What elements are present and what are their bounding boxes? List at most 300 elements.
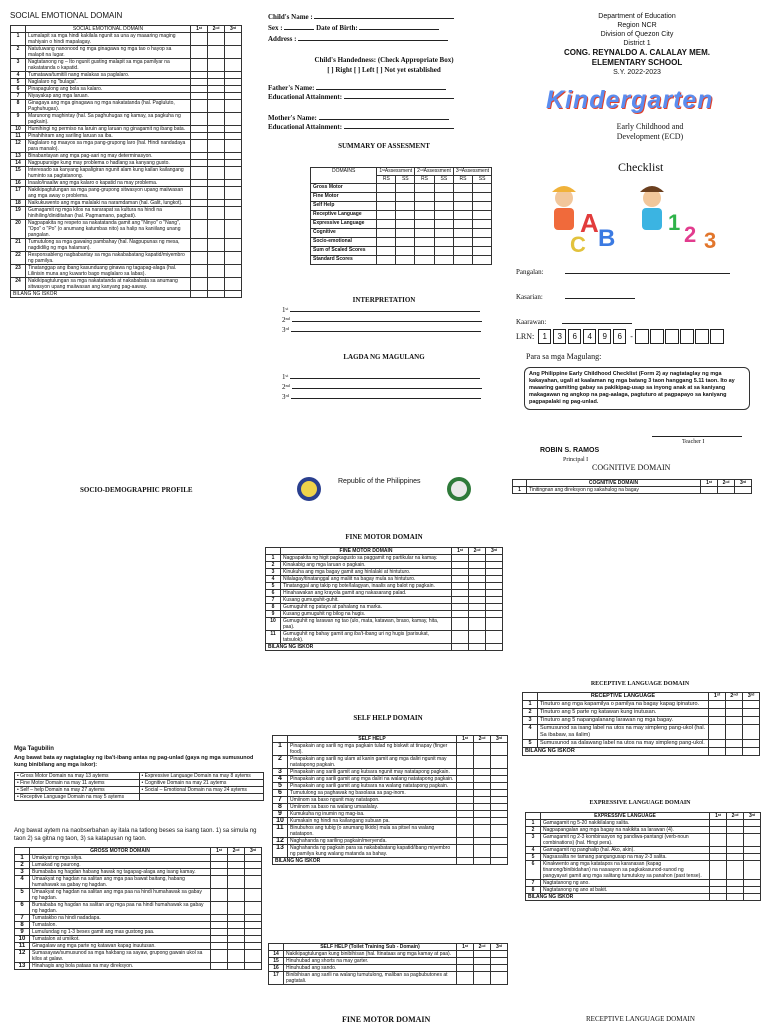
lrn-blank-box[interactable] — [650, 329, 664, 344]
check-cell[interactable] — [191, 180, 208, 187]
check-cell[interactable] — [211, 943, 228, 950]
address-field[interactable] — [298, 40, 448, 41]
check-cell[interactable] — [474, 743, 491, 756]
check-cell[interactable] — [474, 769, 491, 776]
check-cell[interactable] — [191, 160, 208, 167]
check-cell[interactable] — [726, 740, 743, 748]
score-cell[interactable] — [434, 184, 453, 193]
check-cell[interactable] — [211, 889, 228, 902]
check-cell[interactable] — [452, 583, 469, 590]
check-cell[interactable] — [228, 943, 245, 950]
check-cell[interactable] — [726, 701, 743, 709]
check-cell[interactable] — [486, 631, 503, 644]
check-cell[interactable] — [743, 725, 760, 740]
check-cell[interactable] — [208, 33, 225, 46]
check-cell[interactable] — [491, 958, 508, 965]
check-cell[interactable] — [191, 200, 208, 207]
score-cell[interactable] — [434, 211, 453, 220]
check-cell[interactable] — [727, 827, 744, 834]
check-cell[interactable] — [225, 79, 242, 86]
check-cell[interactable] — [709, 701, 726, 709]
score-cell[interactable] — [396, 229, 415, 238]
check-cell[interactable] — [191, 167, 208, 180]
check-cell[interactable] — [452, 631, 469, 644]
check-cell[interactable] — [743, 709, 760, 717]
score-cell[interactable] — [453, 193, 472, 202]
check-cell[interactable] — [191, 33, 208, 46]
check-cell[interactable] — [486, 590, 503, 597]
score-cell[interactable] — [473, 229, 492, 238]
check-cell[interactable] — [245, 963, 262, 970]
lagda-3-field[interactable] — [291, 398, 481, 399]
check-cell[interactable] — [211, 963, 228, 970]
lrn-blank-box[interactable] — [680, 329, 694, 344]
score-cell[interactable] — [377, 193, 396, 202]
check-cell[interactable] — [225, 160, 242, 167]
score-cell[interactable] — [396, 238, 415, 247]
check-cell[interactable] — [726, 725, 743, 740]
check-cell[interactable] — [491, 811, 508, 818]
check-cell[interactable] — [191, 86, 208, 93]
check-cell[interactable] — [469, 555, 486, 562]
score-cell[interactable] — [377, 256, 396, 265]
interp-3-field[interactable] — [291, 331, 481, 332]
check-cell[interactable] — [208, 113, 225, 126]
check-cell[interactable] — [710, 820, 727, 827]
check-cell[interactable] — [208, 200, 225, 207]
check-cell[interactable] — [191, 207, 208, 220]
check-cell[interactable] — [744, 820, 761, 827]
check-cell[interactable] — [225, 93, 242, 100]
check-cell[interactable] — [225, 46, 242, 59]
check-cell[interactable] — [744, 861, 761, 880]
interp-2-field[interactable] — [292, 321, 482, 322]
score-cell[interactable] — [434, 247, 453, 256]
check-cell[interactable] — [191, 46, 208, 59]
check-cell[interactable] — [225, 220, 242, 239]
check-cell[interactable] — [208, 207, 225, 220]
check-cell[interactable] — [457, 776, 474, 783]
check-cell[interactable] — [225, 252, 242, 265]
check-cell[interactable] — [245, 915, 262, 922]
check-cell[interactable] — [491, 804, 508, 811]
score-cell[interactable] — [434, 202, 453, 211]
check-cell[interactable] — [457, 804, 474, 811]
check-cell[interactable] — [469, 618, 486, 631]
check-cell[interactable] — [228, 929, 245, 936]
check-cell[interactable] — [726, 717, 743, 725]
score-cell[interactable] — [469, 644, 486, 651]
score-cell[interactable] — [474, 858, 491, 865]
check-cell[interactable] — [486, 611, 503, 618]
interp-1-field[interactable] — [290, 311, 480, 312]
score-cell[interactable] — [396, 256, 415, 265]
score-cell[interactable] — [726, 748, 743, 756]
check-cell[interactable] — [469, 576, 486, 583]
check-cell[interactable] — [727, 834, 744, 847]
check-cell[interactable] — [208, 59, 225, 72]
check-cell[interactable] — [452, 576, 469, 583]
check-cell[interactable] — [211, 915, 228, 922]
score-cell[interactable] — [457, 858, 474, 865]
sex-field[interactable] — [284, 29, 314, 30]
check-cell[interactable] — [228, 869, 245, 876]
check-cell[interactable] — [474, 783, 491, 790]
score-cell[interactable] — [491, 858, 508, 865]
score-cell[interactable] — [415, 247, 435, 256]
check-cell[interactable] — [208, 126, 225, 133]
check-cell[interactable] — [211, 862, 228, 869]
check-cell[interactable] — [452, 604, 469, 611]
check-cell[interactable] — [191, 113, 208, 126]
check-cell[interactable] — [457, 838, 474, 845]
check-cell[interactable] — [474, 958, 491, 965]
lrn-blank-box[interactable] — [710, 329, 724, 344]
score-cell[interactable] — [486, 644, 503, 651]
check-cell[interactable] — [744, 880, 761, 887]
check-cell[interactable] — [228, 922, 245, 929]
check-cell[interactable] — [491, 965, 508, 972]
check-cell[interactable] — [491, 783, 508, 790]
check-cell[interactable] — [245, 902, 262, 915]
check-cell[interactable] — [709, 725, 726, 740]
check-cell[interactable] — [743, 701, 760, 709]
check-cell[interactable] — [743, 740, 760, 748]
check-cell[interactable] — [225, 187, 242, 200]
check-cell[interactable] — [709, 717, 726, 725]
check-cell[interactable] — [452, 562, 469, 569]
check-cell[interactable] — [457, 783, 474, 790]
check-cell[interactable] — [228, 963, 245, 970]
check-cell[interactable] — [474, 825, 491, 838]
score-cell[interactable] — [377, 184, 396, 193]
check-cell[interactable] — [211, 869, 228, 876]
lrn-digit-box[interactable]: 4 — [583, 329, 596, 344]
score-cell[interactable] — [396, 202, 415, 211]
check-cell[interactable] — [225, 33, 242, 46]
check-cell[interactable] — [225, 278, 242, 291]
check-cell[interactable] — [709, 709, 726, 717]
check-cell[interactable] — [191, 79, 208, 86]
check-cell[interactable] — [474, 818, 491, 825]
score-cell[interactable] — [396, 193, 415, 202]
check-cell[interactable] — [710, 827, 727, 834]
check-cell[interactable] — [491, 776, 508, 783]
score-cell[interactable] — [377, 211, 396, 220]
check-cell[interactable] — [228, 889, 245, 902]
check-cell[interactable] — [474, 838, 491, 845]
check-cell[interactable] — [228, 950, 245, 963]
check-cell[interactable] — [457, 790, 474, 797]
check-cell[interactable] — [245, 855, 262, 862]
check-cell[interactable] — [486, 583, 503, 590]
check-cell[interactable] — [211, 936, 228, 943]
check-cell[interactable] — [225, 126, 242, 133]
score-cell[interactable] — [396, 220, 415, 229]
check-cell[interactable] — [486, 562, 503, 569]
score-cell[interactable] — [744, 894, 761, 901]
check-cell[interactable] — [191, 239, 208, 252]
check-cell[interactable] — [710, 834, 727, 847]
check-cell[interactable] — [208, 79, 225, 86]
score-cell[interactable] — [191, 291, 208, 298]
check-cell[interactable] — [726, 709, 743, 717]
dob-field[interactable] — [359, 29, 439, 30]
check-cell[interactable] — [710, 854, 727, 861]
check-cell[interactable] — [191, 93, 208, 100]
check-cell[interactable] — [225, 140, 242, 153]
check-cell[interactable] — [486, 555, 503, 562]
score-cell[interactable] — [415, 211, 435, 220]
check-cell[interactable] — [191, 72, 208, 79]
score-cell[interactable] — [473, 256, 492, 265]
check-cell[interactable] — [452, 597, 469, 604]
score-cell[interactable] — [415, 238, 435, 247]
lrn-digit-box[interactable]: 1 — [538, 329, 551, 344]
check-cell[interactable] — [457, 818, 474, 825]
check-cell[interactable] — [208, 180, 225, 187]
kaarawan-field[interactable] — [562, 323, 632, 324]
score-cell[interactable] — [453, 229, 472, 238]
check-cell[interactable] — [491, 838, 508, 845]
check-cell[interactable] — [225, 200, 242, 207]
check-cell[interactable] — [718, 487, 735, 494]
lrn-blank-box[interactable] — [695, 329, 709, 344]
handedness-options[interactable]: [ ] Right [ ] Left [ ] Not yet established — [327, 66, 441, 74]
check-cell[interactable] — [457, 958, 474, 965]
check-cell[interactable] — [191, 252, 208, 265]
check-cell[interactable] — [474, 845, 491, 858]
score-cell[interactable] — [225, 291, 242, 298]
check-cell[interactable] — [208, 239, 225, 252]
check-cell[interactable] — [469, 611, 486, 618]
check-cell[interactable] — [727, 820, 744, 827]
check-cell[interactable] — [452, 569, 469, 576]
check-cell[interactable] — [208, 140, 225, 153]
score-cell[interactable] — [727, 894, 744, 901]
check-cell[interactable] — [491, 845, 508, 858]
check-cell[interactable] — [191, 278, 208, 291]
check-cell[interactable] — [191, 100, 208, 113]
check-cell[interactable] — [245, 936, 262, 943]
check-cell[interactable] — [469, 590, 486, 597]
check-cell[interactable] — [491, 972, 508, 985]
check-cell[interactable] — [245, 889, 262, 902]
check-cell[interactable] — [486, 569, 503, 576]
check-cell[interactable] — [228, 862, 245, 869]
check-cell[interactable] — [191, 265, 208, 278]
check-cell[interactable] — [228, 936, 245, 943]
check-cell[interactable] — [245, 943, 262, 950]
score-cell[interactable] — [453, 256, 472, 265]
check-cell[interactable] — [452, 611, 469, 618]
check-cell[interactable] — [474, 804, 491, 811]
check-cell[interactable] — [191, 133, 208, 140]
check-cell[interactable] — [211, 950, 228, 963]
check-cell[interactable] — [225, 72, 242, 79]
check-cell[interactable] — [211, 855, 228, 862]
check-cell[interactable] — [191, 140, 208, 153]
check-cell[interactable] — [245, 862, 262, 869]
check-cell[interactable] — [245, 929, 262, 936]
score-cell[interactable] — [473, 211, 492, 220]
score-cell[interactable] — [452, 644, 469, 651]
score-cell[interactable] — [208, 291, 225, 298]
score-cell[interactable] — [396, 184, 415, 193]
check-cell[interactable] — [474, 965, 491, 972]
check-cell[interactable] — [228, 915, 245, 922]
score-cell[interactable] — [377, 229, 396, 238]
lrn-digit-box[interactable]: 9 — [598, 329, 611, 344]
check-cell[interactable] — [225, 239, 242, 252]
check-cell[interactable] — [245, 950, 262, 963]
check-cell[interactable] — [469, 597, 486, 604]
lagda-2-field[interactable] — [292, 388, 482, 389]
score-cell[interactable] — [434, 256, 453, 265]
check-cell[interactable] — [228, 855, 245, 862]
lrn-digit-box[interactable]: 3 — [553, 329, 566, 344]
score-cell[interactable] — [709, 748, 726, 756]
check-cell[interactable] — [211, 902, 228, 915]
check-cell[interactable] — [211, 922, 228, 929]
lrn-digit-box[interactable]: 6 — [613, 329, 626, 344]
score-cell[interactable] — [415, 202, 435, 211]
check-cell[interactable] — [208, 220, 225, 239]
check-cell[interactable] — [457, 811, 474, 818]
score-cell[interactable] — [415, 229, 435, 238]
score-cell[interactable] — [453, 238, 472, 247]
score-cell[interactable] — [473, 193, 492, 202]
check-cell[interactable] — [474, 972, 491, 985]
check-cell[interactable] — [457, 743, 474, 756]
score-cell[interactable] — [453, 184, 472, 193]
check-cell[interactable] — [744, 854, 761, 861]
check-cell[interactable] — [208, 133, 225, 140]
pangalan-field[interactable] — [565, 273, 730, 274]
check-cell[interactable] — [491, 825, 508, 838]
check-cell[interactable] — [225, 167, 242, 180]
check-cell[interactable] — [710, 880, 727, 887]
check-cell[interactable] — [727, 861, 744, 880]
check-cell[interactable] — [486, 576, 503, 583]
check-cell[interactable] — [208, 252, 225, 265]
check-cell[interactable] — [491, 818, 508, 825]
check-cell[interactable] — [245, 876, 262, 889]
check-cell[interactable] — [225, 265, 242, 278]
lrn-digit-box[interactable]: 6 — [568, 329, 581, 344]
check-cell[interactable] — [709, 740, 726, 748]
kasarian-field[interactable] — [565, 298, 635, 299]
check-cell[interactable] — [208, 167, 225, 180]
check-cell[interactable] — [744, 827, 761, 834]
check-cell[interactable] — [727, 887, 744, 894]
check-cell[interactable] — [457, 965, 474, 972]
check-cell[interactable] — [191, 59, 208, 72]
score-cell[interactable] — [743, 748, 760, 756]
check-cell[interactable] — [452, 555, 469, 562]
lagda-1-field[interactable] — [290, 378, 480, 379]
check-cell[interactable] — [191, 220, 208, 239]
score-cell[interactable] — [453, 202, 472, 211]
check-cell[interactable] — [474, 797, 491, 804]
score-cell[interactable] — [415, 256, 435, 265]
father-name-field[interactable] — [316, 89, 446, 90]
check-cell[interactable] — [191, 153, 208, 160]
score-cell[interactable] — [473, 247, 492, 256]
check-cell[interactable] — [225, 133, 242, 140]
check-cell[interactable] — [208, 265, 225, 278]
check-cell[interactable] — [245, 922, 262, 929]
check-cell[interactable] — [457, 845, 474, 858]
check-cell[interactable] — [208, 278, 225, 291]
check-cell[interactable] — [208, 100, 225, 113]
score-cell[interactable] — [434, 238, 453, 247]
check-cell[interactable] — [208, 187, 225, 200]
check-cell[interactable] — [474, 790, 491, 797]
check-cell[interactable] — [491, 756, 508, 769]
score-cell[interactable] — [453, 247, 472, 256]
check-cell[interactable] — [491, 790, 508, 797]
check-cell[interactable] — [225, 113, 242, 126]
check-cell[interactable] — [225, 59, 242, 72]
check-cell[interactable] — [208, 160, 225, 167]
lrn-blank-box[interactable] — [635, 329, 649, 344]
check-cell[interactable] — [491, 743, 508, 756]
check-cell[interactable] — [744, 887, 761, 894]
check-cell[interactable] — [225, 86, 242, 93]
check-cell[interactable] — [211, 876, 228, 889]
score-cell[interactable] — [473, 202, 492, 211]
father-edu-field[interactable] — [344, 98, 454, 99]
check-cell[interactable] — [225, 180, 242, 187]
check-cell[interactable] — [727, 854, 744, 861]
score-cell[interactable] — [434, 229, 453, 238]
check-cell[interactable] — [469, 569, 486, 576]
check-cell[interactable] — [701, 487, 718, 494]
check-cell[interactable] — [486, 604, 503, 611]
check-cell[interactable] — [225, 207, 242, 220]
score-cell[interactable] — [473, 238, 492, 247]
check-cell[interactable] — [469, 631, 486, 644]
check-cell[interactable] — [228, 902, 245, 915]
check-cell[interactable] — [228, 876, 245, 889]
check-cell[interactable] — [208, 86, 225, 93]
check-cell[interactable] — [474, 756, 491, 769]
score-cell[interactable] — [473, 220, 492, 229]
check-cell[interactable] — [469, 562, 486, 569]
check-cell[interactable] — [491, 951, 508, 958]
score-cell[interactable] — [396, 211, 415, 220]
check-cell[interactable] — [710, 887, 727, 894]
check-cell[interactable] — [474, 951, 491, 958]
score-cell[interactable] — [377, 202, 396, 211]
check-cell[interactable] — [474, 811, 491, 818]
check-cell[interactable] — [474, 776, 491, 783]
check-cell[interactable] — [208, 93, 225, 100]
score-cell[interactable] — [415, 220, 435, 229]
score-cell[interactable] — [434, 220, 453, 229]
score-cell[interactable] — [377, 220, 396, 229]
check-cell[interactable] — [211, 929, 228, 936]
check-cell[interactable] — [457, 951, 474, 958]
mother-name-field[interactable] — [319, 119, 449, 120]
check-cell[interactable] — [744, 847, 761, 854]
check-cell[interactable] — [457, 756, 474, 769]
check-cell[interactable] — [208, 153, 225, 160]
score-cell[interactable] — [377, 247, 396, 256]
check-cell[interactable] — [486, 618, 503, 631]
check-cell[interactable] — [457, 797, 474, 804]
